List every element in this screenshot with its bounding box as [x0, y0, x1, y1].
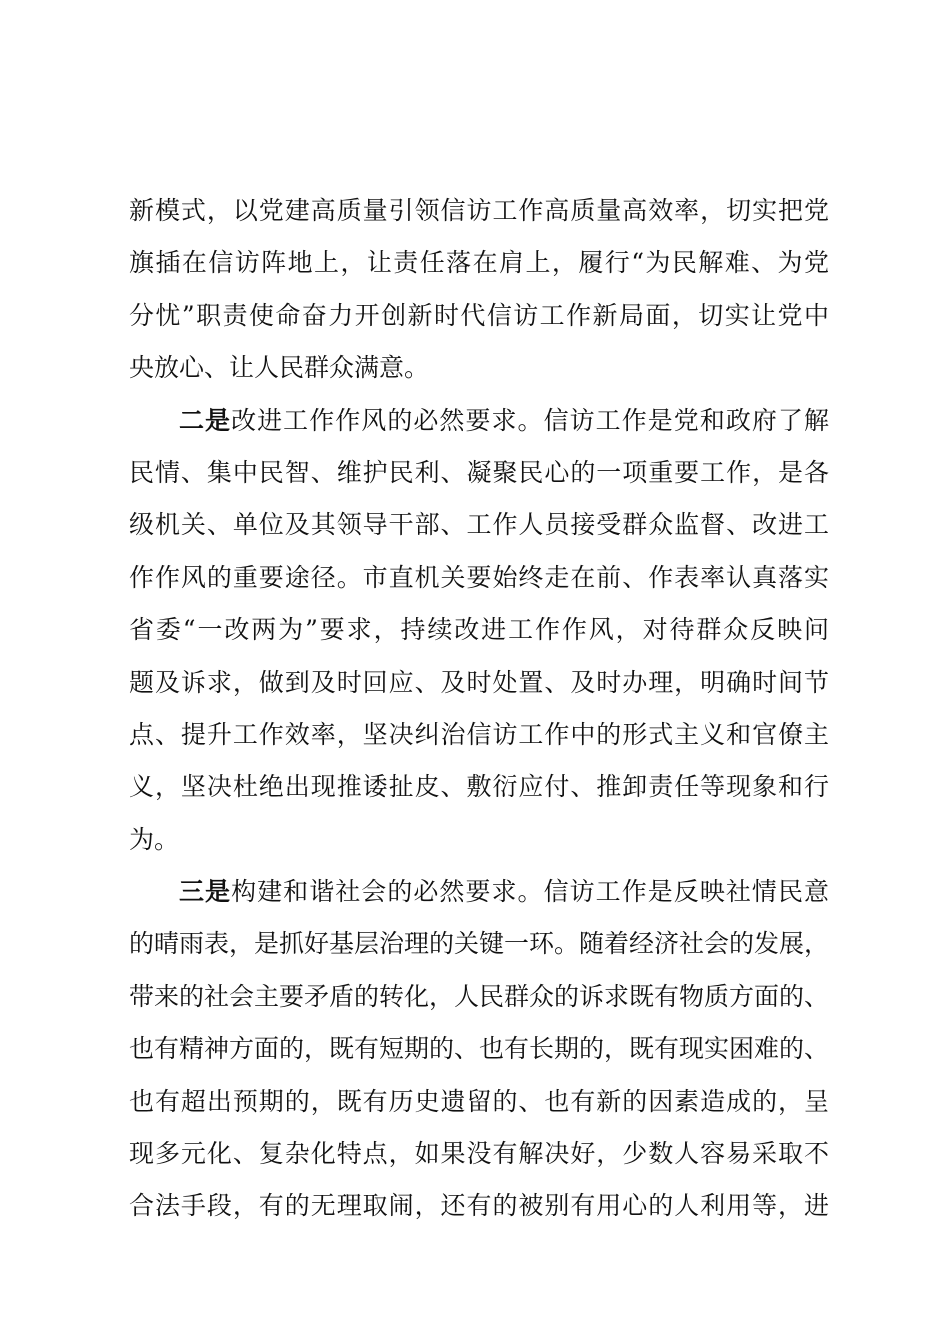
- paragraph-lead: 二是: [179, 405, 232, 435]
- paragraph-first-line: [129, 395, 829, 447]
- text-line: 为。: [129, 824, 180, 854]
- text-line: 作作风的重要途径。市直机关要始终走在前、作表率认真落实: [129, 562, 829, 592]
- paragraph-2: [129, 395, 829, 867]
- text-line: 旗插在信访阵地上，让责任落在肩上，履行“为民解难、为党: [129, 248, 829, 278]
- text-line: 央放心、让人民群众满意。: [129, 353, 430, 383]
- text-line: 民情、集中民智、维护民利、凝聚民心的一项重要工作，是各: [129, 457, 829, 487]
- paragraph-first-line: [129, 866, 829, 918]
- paragraph-lead: 三是: [179, 877, 232, 907]
- text-line: 也有超出预期的，既有历史遗留的、也有新的因素造成的，呈: [129, 1086, 829, 1116]
- body-text: [129, 185, 829, 1233]
- paragraph-3: [129, 866, 829, 1233]
- text-line: 义，坚决杜绝出现推诿扯皮、敷衍应付、推卸责任等现象和行: [129, 772, 829, 802]
- text-line: 点、提升工作效率，坚决纠治信访工作中的形式主义和官僚主: [129, 719, 829, 749]
- text-line: 分忧”职责使命奋力开创新时代信访工作新局面，切实让党中: [129, 300, 829, 330]
- text-line: 合法手段，有的无理取闹，还有的被别有用心的人利用等，进: [129, 1191, 829, 1221]
- text-line: 的晴雨表，是抓好基层治理的关键一环。随着经济社会的发展，: [129, 929, 830, 959]
- text-line: 新模式，以党建高质量引领信访工作高质量高效率，切实把党: [129, 196, 829, 225]
- text-line: 现多元化、复杂化特点，如果没有解决好，少数人容易采取不: [129, 1139, 829, 1169]
- text-line: 也有精神方面的，既有短期的、也有长期的，既有现实困难的、: [129, 1034, 830, 1064]
- text-span: 构建和谐社会的必然要求。信访工作是反映社情民意: [231, 877, 829, 907]
- text-line: 带来的社会主要矛盾的转化，人民群众的诉求既有物质方面的、: [129, 981, 830, 1011]
- paragraph-1: [129, 185, 829, 395]
- text-line: 级机关、单位及其领导干部、工作人员接受群众监督、改进工: [129, 510, 829, 540]
- text-span: 改进工作作风的必然要求。信访工作是党和政府了解: [231, 405, 829, 435]
- text-line: 省委“一改两为”要求，持续改进工作作风，对待群众反映问: [129, 615, 829, 645]
- text-line: 题及诉求，做到及时回应、及时处置、及时办理，明确时间节: [129, 667, 829, 697]
